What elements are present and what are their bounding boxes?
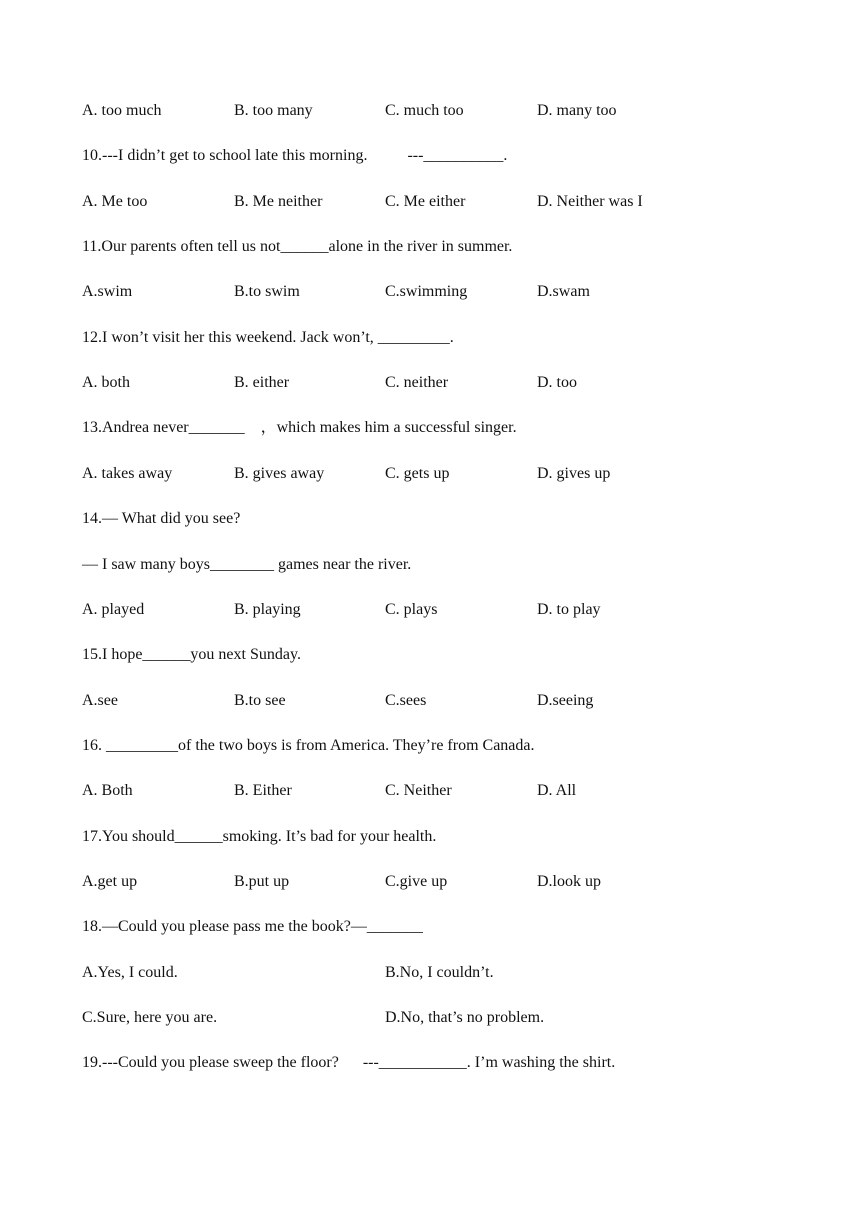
answer-option: B. Either xyxy=(234,782,292,800)
answer-option: A.swim xyxy=(82,283,133,301)
question-text: 17.You should______smoking. It’s bad for your health. xyxy=(82,827,437,845)
answer-option: D. to play xyxy=(537,600,601,618)
answer-option: C.Sure, here you are. xyxy=(82,1009,218,1026)
answer-option: C. plays xyxy=(385,600,438,618)
answer-option: D. gives up xyxy=(537,464,611,482)
answer-option: B.put up xyxy=(234,873,290,890)
question-text: — I saw many boys________ games near the river. xyxy=(82,555,412,573)
answer-option: D. too xyxy=(537,374,577,392)
answer-option: D.swam xyxy=(537,283,590,301)
answer-option: B. Me neither xyxy=(234,192,323,210)
answer-option: A. Me too xyxy=(82,192,148,210)
answer-option: A.get up xyxy=(82,873,138,890)
answer-option: A.see xyxy=(82,691,118,709)
answer-option: C. Me either xyxy=(385,192,466,210)
answer-option: C.sees xyxy=(385,691,427,709)
answer-option: D. All xyxy=(537,782,577,800)
answer-option: D.No, that’s no problem. xyxy=(385,1009,545,1026)
question-text: 10.---I didn’t get to school late this morning. ---__________. xyxy=(82,147,508,165)
answer-option: D.seeing xyxy=(537,691,594,709)
answer-option: D. Neither was I xyxy=(537,192,643,210)
answer-option: A. too much xyxy=(82,102,162,119)
answer-option: D. many too xyxy=(537,102,617,119)
answer-option: C.give up xyxy=(385,873,448,890)
answer-option: C. much too xyxy=(385,102,464,119)
answer-option: B.No, I couldn’t. xyxy=(385,963,494,981)
question-text: 12.I won’t visit her this weekend. Jack won’t, _________. xyxy=(82,328,454,346)
question-text: 13.Andrea never_______ ，which makes him a successful singer. xyxy=(82,419,517,437)
answer-option: A. Both xyxy=(82,782,133,800)
question-text: 16. _________of the two boys is from America. They’re from Canada. xyxy=(82,736,535,754)
answer-option: B.to swim xyxy=(234,283,300,301)
question-text: 18.—Could you please pass me the book?—_______ xyxy=(82,918,423,936)
question-text: 15.I hope______you next Sunday. xyxy=(82,646,301,664)
answer-option: C. Neither xyxy=(385,782,452,800)
answer-option: B. gives away xyxy=(234,464,325,482)
answer-option: A.Yes, I could. xyxy=(82,963,178,981)
question-text: 11.Our parents often tell us not______alone in the river in summer. xyxy=(82,238,513,256)
answer-option: B. too many xyxy=(234,102,313,119)
answer-option: A. takes away xyxy=(82,464,173,482)
answer-option: B.to see xyxy=(234,691,286,709)
answer-option: B. either xyxy=(234,374,290,392)
answer-option: B. playing xyxy=(234,600,301,618)
question-text: 14.— What did you see? xyxy=(82,510,241,528)
answer-option: D.look up xyxy=(537,873,601,890)
answer-option: C. neither xyxy=(385,374,449,392)
answer-option: C.swimming xyxy=(385,283,468,301)
answer-option: A. played xyxy=(82,600,145,618)
answer-option: A. both xyxy=(82,374,130,392)
answer-option: C. gets up xyxy=(385,464,450,482)
question-text: 19.---Could you please sweep the floor? ---___________. I’m washing the shirt. xyxy=(82,1054,616,1072)
